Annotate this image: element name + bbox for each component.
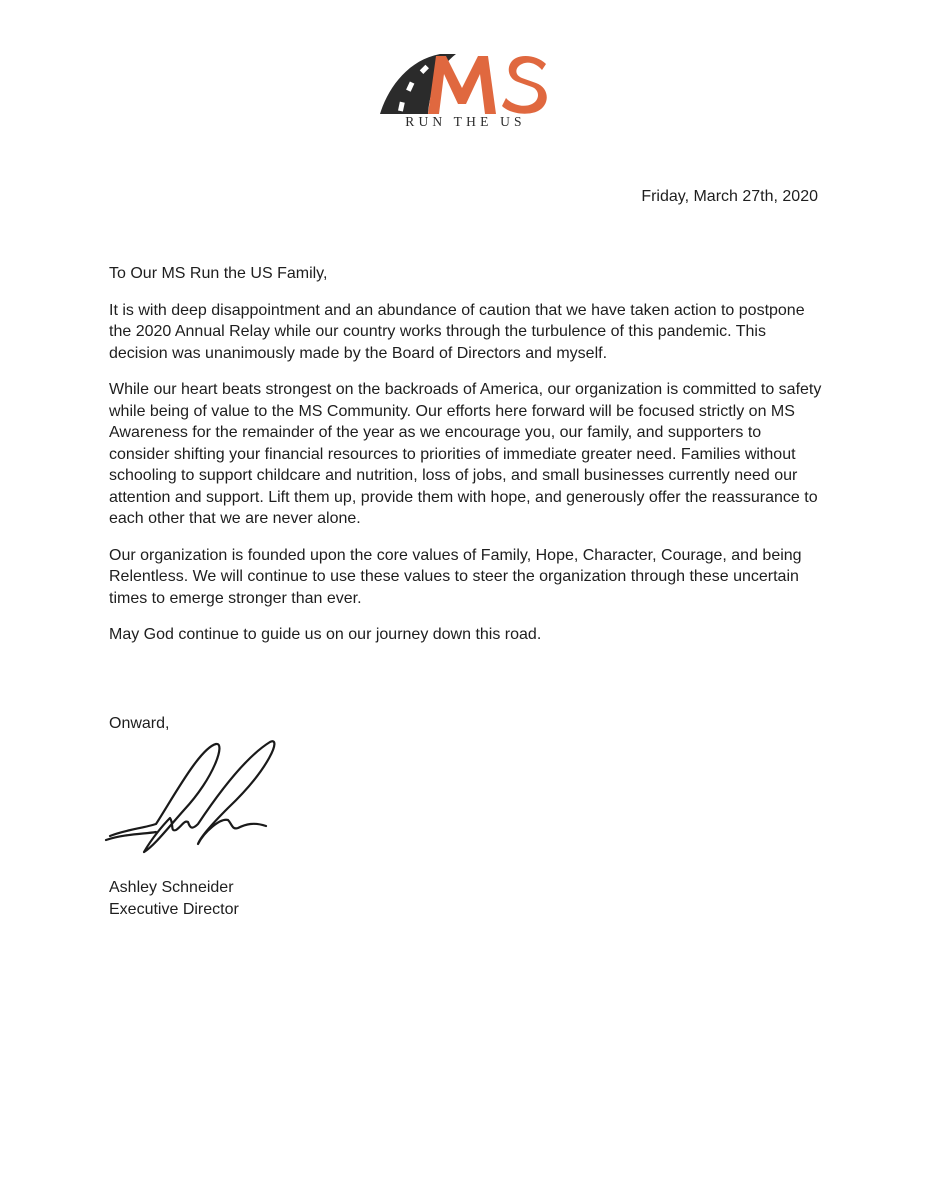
letter-s — [502, 56, 547, 114]
letter-body — [109, 263, 824, 661]
signer-block — [109, 877, 239, 920]
body-paragraph-4: May God continue to guide us on our journey down this road. — [109, 626, 542, 643]
body-paragraph-1: It is with deep disappointment and an abundance of caution that we have taken action to postpone the 2020 Annual Relay while our country works through the turbulence of this pandemic. This decision was unanimously made by the Board of Directors and myself. — [109, 301, 805, 362]
letter-m — [428, 56, 496, 114]
logo-tagline: RUN THE US — [405, 114, 526, 129]
signer-title: Executive Director — [109, 900, 239, 918]
handwritten-signature — [104, 738, 279, 858]
signer-name: Ashley Schneider — [109, 879, 234, 896]
organization-logo — [378, 48, 553, 132]
salutation: To Our MS Run the US Family, — [109, 265, 328, 282]
body-paragraph-2: While our heart beats strongest on the backroads of America, our organization is committed to safety while being of value to the MS Community. Our efforts here forward will be focused strictly on MS Awareness for the remainder of the year as we encourage you, our family, and supporters to consider shifting your financial resources to priorities of immediate greater need. Families without schooling to support childcare and nutrition, loss of jobs, and small businesses currently need our attention and support. Lift them up, provide them with hope, and generously offer the reassurance to each other that we are never alone. — [109, 381, 822, 527]
body-paragraph-3: Our organization is founded upon the core values of Family, Hope, Character, Courage, and being Relentless. We will continue to use these values to steer the organization through these uncertain times to emerge stronger than ever. — [109, 546, 802, 607]
closing: Onward, — [109, 715, 170, 732]
road-ms-logo-graphic — [378, 48, 553, 116]
letter-date: Friday, March 27th, 2020 — [641, 188, 818, 205]
